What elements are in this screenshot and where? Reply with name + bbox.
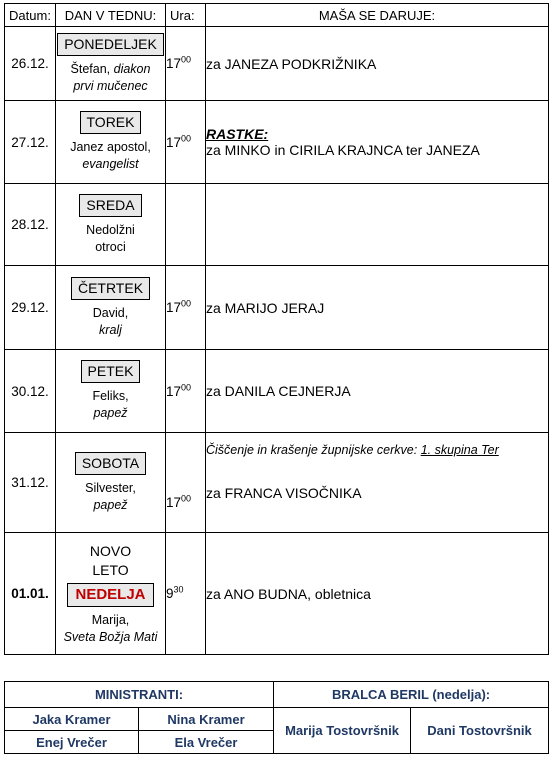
ministrant-name: Ela Vrečer bbox=[139, 731, 274, 754]
row-intention: za DANILA CEJNERJA bbox=[206, 350, 549, 433]
row-date: 26.12. bbox=[5, 27, 56, 101]
holiday-name: NOVO LETO bbox=[89, 542, 132, 578]
saint-name: Štefan, diakon prvi mučenec bbox=[70, 61, 151, 93]
row-time: $17^{00}$ bbox=[166, 266, 206, 350]
row-date: 01.01. bbox=[5, 533, 56, 655]
row-time: $17^{00}$ bbox=[166, 350, 206, 433]
saint-name: Janez apostol, evangelist bbox=[70, 140, 151, 171]
row-date: 29.12. bbox=[5, 266, 56, 350]
day-label-sunday: NEDELJA bbox=[67, 583, 153, 607]
row-day-cell bbox=[56, 350, 166, 433]
day-label: ČETRTEK bbox=[71, 277, 150, 300]
row-time: $9^{30}$ bbox=[166, 533, 206, 655]
row-intention bbox=[206, 184, 549, 266]
table-row bbox=[5, 27, 549, 101]
schedule-header-row bbox=[5, 4, 549, 27]
table-row bbox=[5, 184, 549, 266]
table-row bbox=[5, 101, 549, 184]
duty-roster-table bbox=[4, 681, 549, 754]
row-intention-cell bbox=[206, 101, 549, 184]
row-date: 30.12. bbox=[5, 350, 56, 433]
bralec-name: Marija Tostovršnik bbox=[274, 708, 411, 754]
day-label: PONEDELJEK bbox=[57, 33, 164, 56]
row-date: 31.12. bbox=[5, 433, 56, 533]
row-intention: za MARIJO JERAJ bbox=[206, 266, 549, 350]
mass-schedule-table bbox=[4, 3, 549, 655]
saint-name: Feliks, papež bbox=[92, 389, 129, 420]
saint-name: David, kralj bbox=[92, 305, 129, 337]
header-date: Datum: bbox=[5, 4, 56, 27]
cleaning-note: Čiščenje in krašenje župnijske cerkve: 1. skupina Ter bbox=[206, 443, 499, 457]
table-row bbox=[5, 350, 549, 433]
row-intention: za JANEZA PODKRIŽNIKA bbox=[206, 27, 549, 101]
day-label: SREDA bbox=[79, 194, 141, 217]
bralec-name: Dani Tostovršnik bbox=[411, 708, 549, 754]
table-row bbox=[5, 533, 549, 655]
row-day-cell bbox=[56, 266, 166, 350]
row-day-cell bbox=[56, 533, 166, 655]
header-mass: MAŠA SE DARUJE: bbox=[206, 4, 549, 27]
day-label: PETEK bbox=[81, 360, 141, 383]
header-time: Ura: bbox=[166, 4, 206, 27]
row-intention: za MINKO in CIRILA KRAJNCA ter JANEZA bbox=[206, 142, 480, 158]
bralca-heading: BRALCA BERIL (nedelja): bbox=[274, 682, 549, 708]
saint-name: Nedolžni otroci bbox=[86, 222, 135, 254]
row-intention-cell bbox=[206, 433, 549, 533]
row-time: $17^{00}$ bbox=[166, 101, 206, 184]
saint-name: Marija, Sveta Božja Mati bbox=[63, 612, 158, 644]
row-time: $17^{00}$ bbox=[166, 433, 206, 533]
row-time: $17^{00}$ bbox=[166, 27, 206, 101]
row-date: 28.12. bbox=[5, 184, 56, 266]
location-heading: RASTKE: bbox=[206, 126, 269, 142]
table-row bbox=[5, 266, 549, 350]
row-day-cell bbox=[56, 184, 166, 266]
row-day-cell bbox=[56, 433, 166, 533]
row-day-cell bbox=[56, 27, 166, 101]
header-day: DAN V TEDNU: bbox=[56, 4, 166, 27]
row-day-cell bbox=[56, 101, 166, 184]
row-intention: za FRANCA VISOČNIKA bbox=[206, 485, 362, 501]
day-label: SOBOTA bbox=[75, 452, 146, 475]
row-date: 27.12. bbox=[5, 101, 56, 184]
ministrant-name: Nina Kramer bbox=[139, 708, 274, 731]
ministrant-name: Enej Vrečer bbox=[5, 731, 139, 754]
day-label: TOREK bbox=[80, 111, 142, 134]
row-time bbox=[166, 184, 206, 266]
ministrant-name: Jaka Kramer bbox=[5, 708, 139, 731]
ministranti-heading: MINISTRANTI: bbox=[5, 682, 274, 708]
table-row bbox=[5, 433, 549, 533]
saint-name: Silvester, papež bbox=[85, 480, 136, 512]
row-intention: za ANO BUDNA, obletnica bbox=[206, 533, 549, 655]
